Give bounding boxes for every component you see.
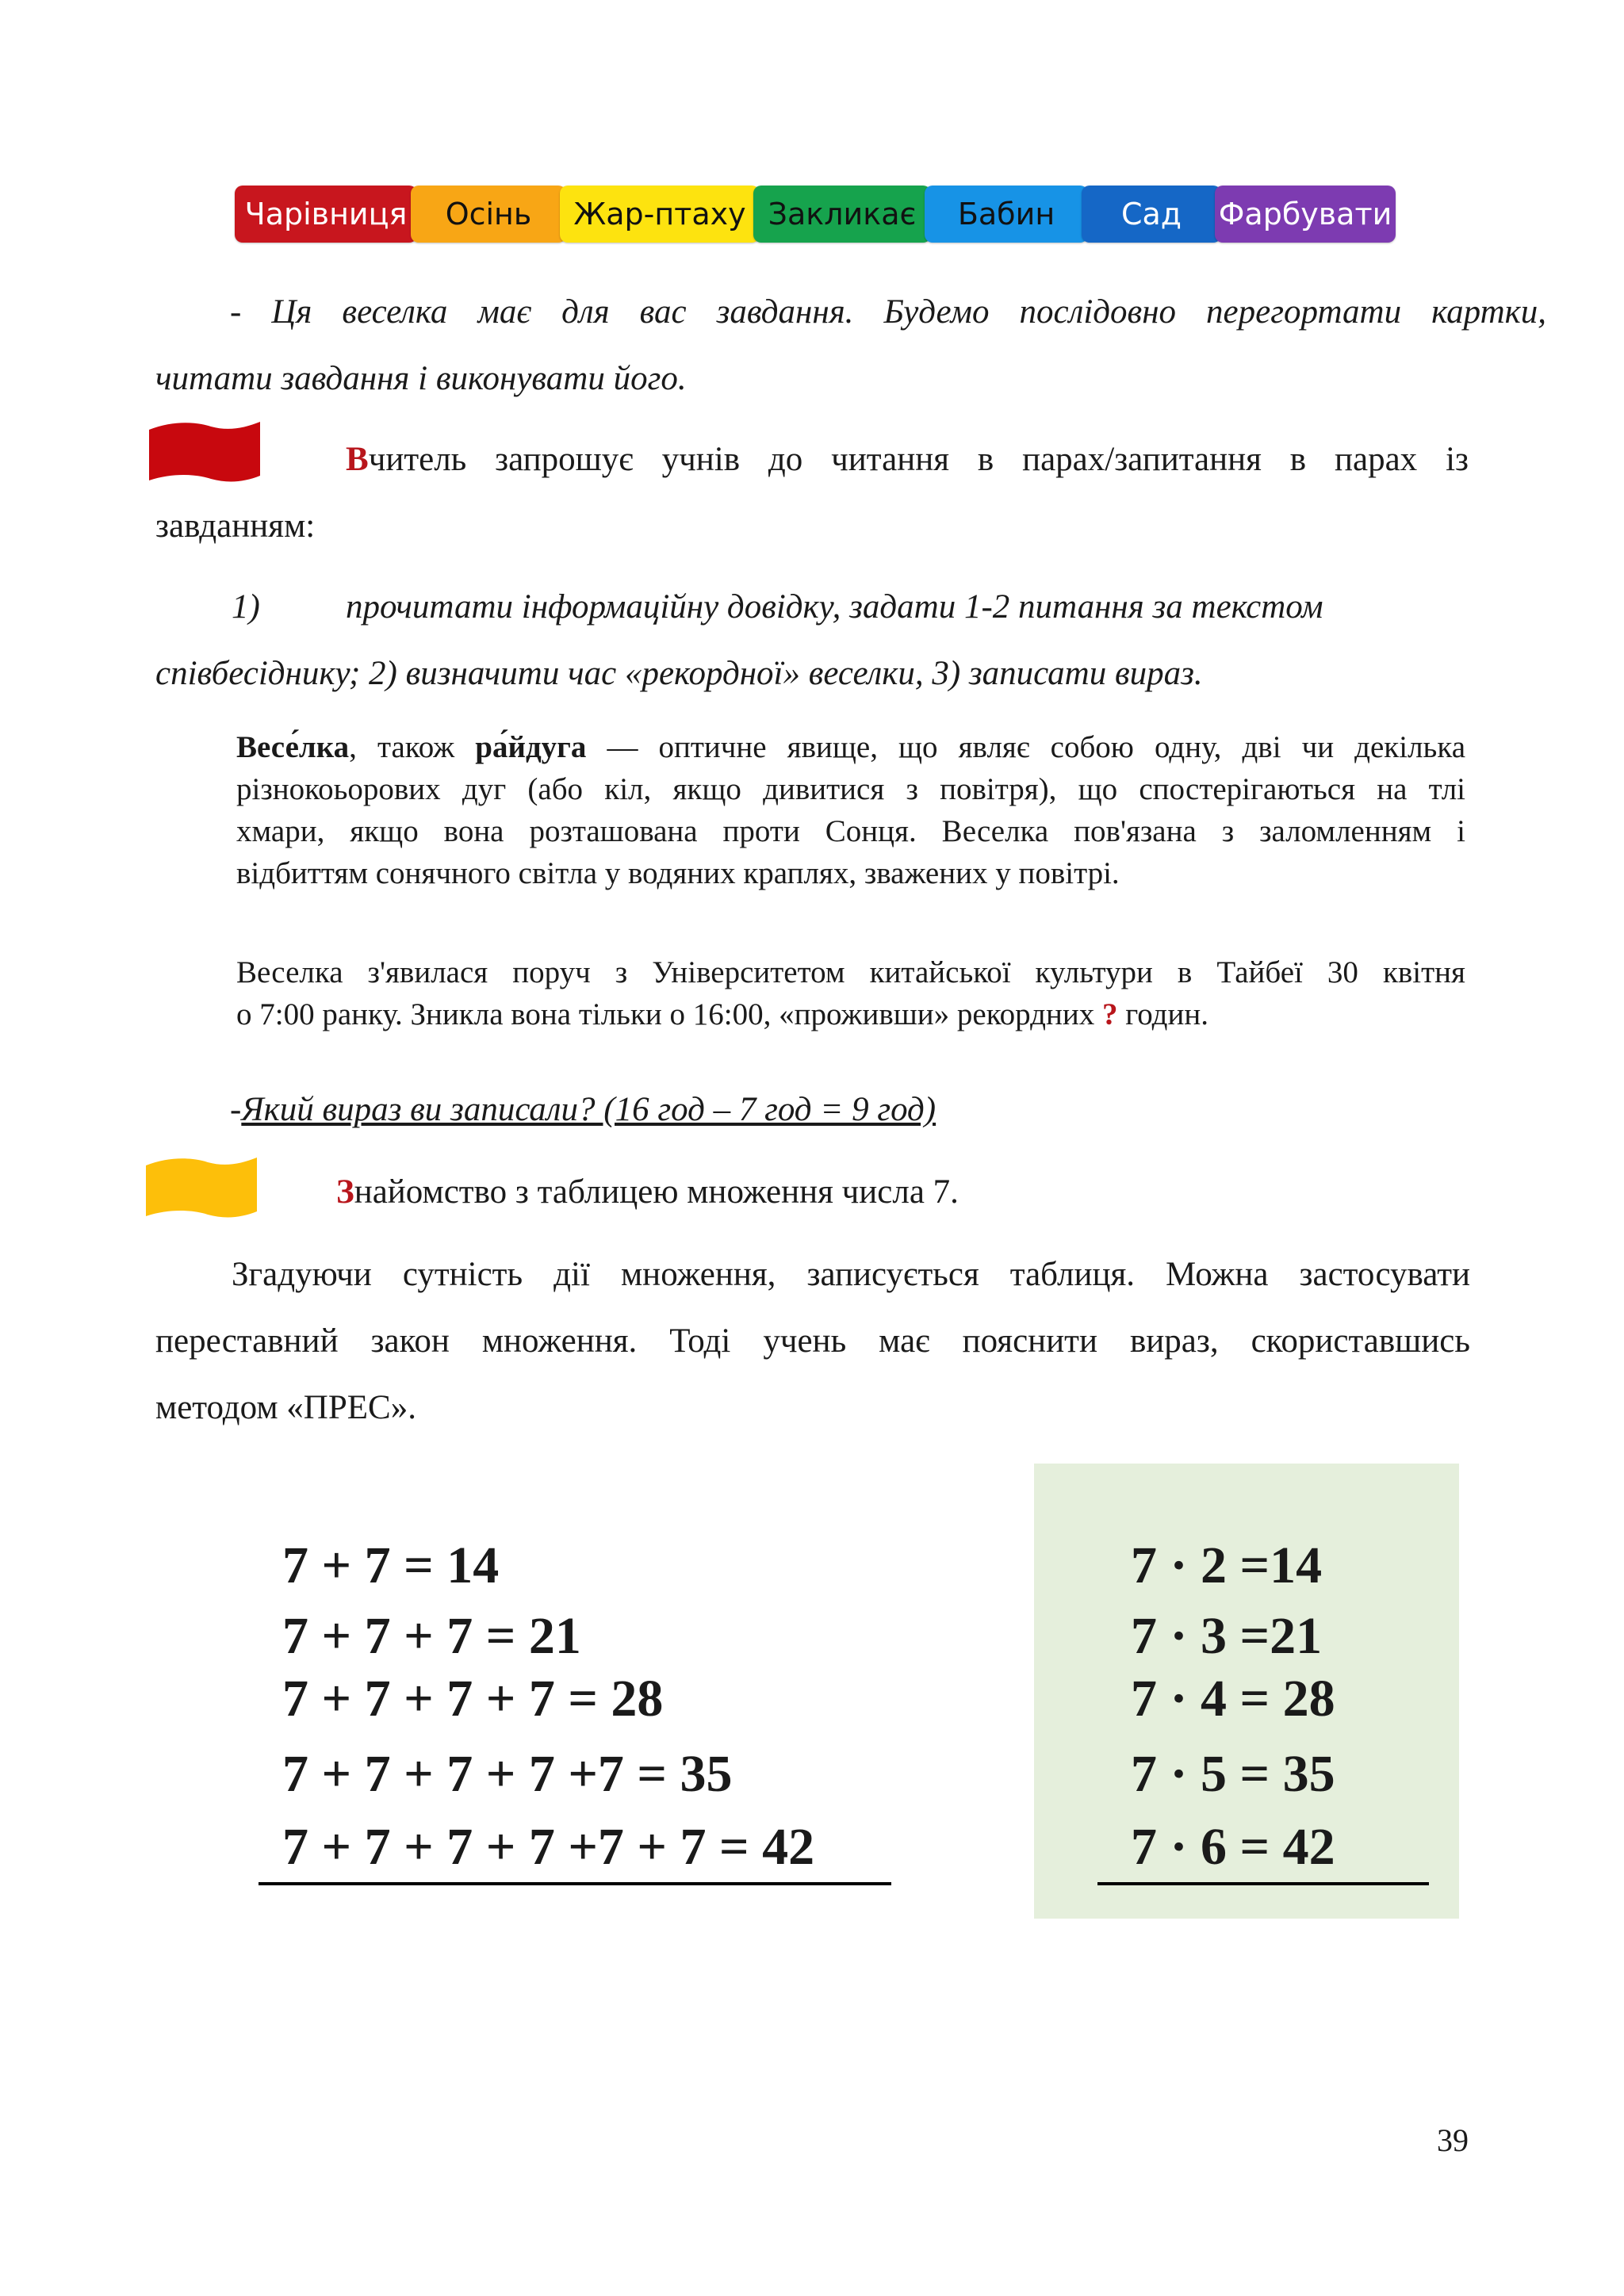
info-rainbow-line-2: різнокоьорових дуг (або кіл, якщо дивитися з повітря), що спостерігаються на тлі: [236, 772, 1465, 806]
rainbow-word-1: Чарівниця: [235, 186, 417, 243]
question-dash: -: [230, 1091, 242, 1128]
rainbow-word-3: Жар-птаху: [560, 186, 760, 243]
sum-row: 7 + 7 + 7 + 7 = 28: [282, 1670, 664, 1728]
sum-row: 7 + 7 + 7 + 7 +7 + 7 = 42: [282, 1818, 815, 1876]
info-rainbow-line-4: відбиттям сонячного світла у водяних краплях, зважених у повітрі.: [236, 856, 1120, 890]
task-intro-line-2: завданням:: [155, 507, 316, 545]
info-record-line-2: [236, 993, 1465, 1035]
product-row: 7 · 4 = 28: [1131, 1670, 1335, 1728]
task-list-line-2: співбесіднику; 2) визначити час «рекордної» веселки, 3) записати вираз.: [155, 655, 1203, 692]
product-row: 7 · 2 =14: [1131, 1536, 1323, 1594]
term-raiduga: ра́йдуга: [475, 730, 587, 764]
sums-underline: [259, 1882, 891, 1885]
task-intro-line-1: [346, 427, 1469, 493]
term-veselka: Весе́лка: [236, 730, 350, 764]
info-record-text-b: годин.: [1117, 997, 1208, 1031]
info-record-line-1: Веселка з'явилася поруч з Університетом китайської культури в Тайбеї 30 квітня: [236, 955, 1465, 989]
page-number: 39: [1437, 2122, 1469, 2158]
yellow-flag-icon: [146, 1156, 257, 1219]
question-line: [230, 1077, 1182, 1143]
rainbow-word-2: Осінь: [411, 186, 566, 243]
info-rainbow-line-1: [236, 726, 1465, 768]
method-line-1: Згадуючи сутність дії множення, записується таблиця. Можна застосувати: [232, 1256, 1470, 1293]
task-item-number: 1): [232, 588, 260, 626]
method-line-2: переставний закон множення. Тоді учень має пояснити вираз, скориставшись: [155, 1322, 1470, 1360]
product-row: 7 · 3 =21: [1131, 1607, 1323, 1665]
intro-line-1: - Ця веселка має для вас завдання. Будемо послідовно перегортати картки,: [230, 293, 1546, 331]
product-row: 7 · 6 = 42: [1131, 1818, 1335, 1876]
product-row: 7 · 5 = 35: [1131, 1745, 1335, 1803]
rainbow-word-5: Бабин: [925, 186, 1088, 243]
info-text-a: , також: [349, 730, 476, 764]
sum-row: 7 + 7 + 7 = 21: [282, 1607, 581, 1665]
task-list-line-1: прочитати інформаційну довідку, задати 1-2 питання за текстом: [346, 588, 1323, 626]
products-underline: [1097, 1882, 1429, 1885]
sum-row: 7 + 7 = 14: [282, 1536, 500, 1594]
info-rainbow-line-3: хмари, якщо вона розташована проти Сонця. Веселка пов'язана з заломленням і: [236, 814, 1465, 848]
drop-initial-z: З: [336, 1173, 354, 1211]
section-heading: [336, 1159, 1446, 1226]
rainbow-word-4: Закликає: [753, 186, 931, 243]
sum-row: 7 + 7 + 7 + 7 +7 = 35: [282, 1745, 733, 1803]
drop-initial-v: В: [346, 441, 369, 478]
info-text-b: — оптичне явище, що являє собою одну, дві чи декілька: [586, 730, 1465, 764]
question-text: Який вираз ви записали? (16 год – 7 год = 9 год): [241, 1091, 936, 1128]
red-flag-icon: [149, 420, 260, 484]
question-mark: ?: [1102, 997, 1118, 1031]
section-heading-text: найомство з таблицею множення числа 7.: [354, 1173, 959, 1211]
rainbow-word-6: Сад: [1082, 186, 1221, 243]
info-record-text-a: о 7:00 ранку. Зникла вона тільки о 16:00, «проживши» рекордних: [236, 997, 1102, 1031]
task-intro-text: читель запрошує учнів до читання в парах/запитання в парах із: [368, 441, 1469, 478]
rainbow-word-bar: [235, 186, 1392, 243]
intro-line-2: читати завдання і виконувати його.: [155, 360, 687, 397]
method-line-3: методом «ПРЕС».: [155, 1389, 416, 1426]
rainbow-word-7: Фарбувати: [1215, 186, 1396, 243]
